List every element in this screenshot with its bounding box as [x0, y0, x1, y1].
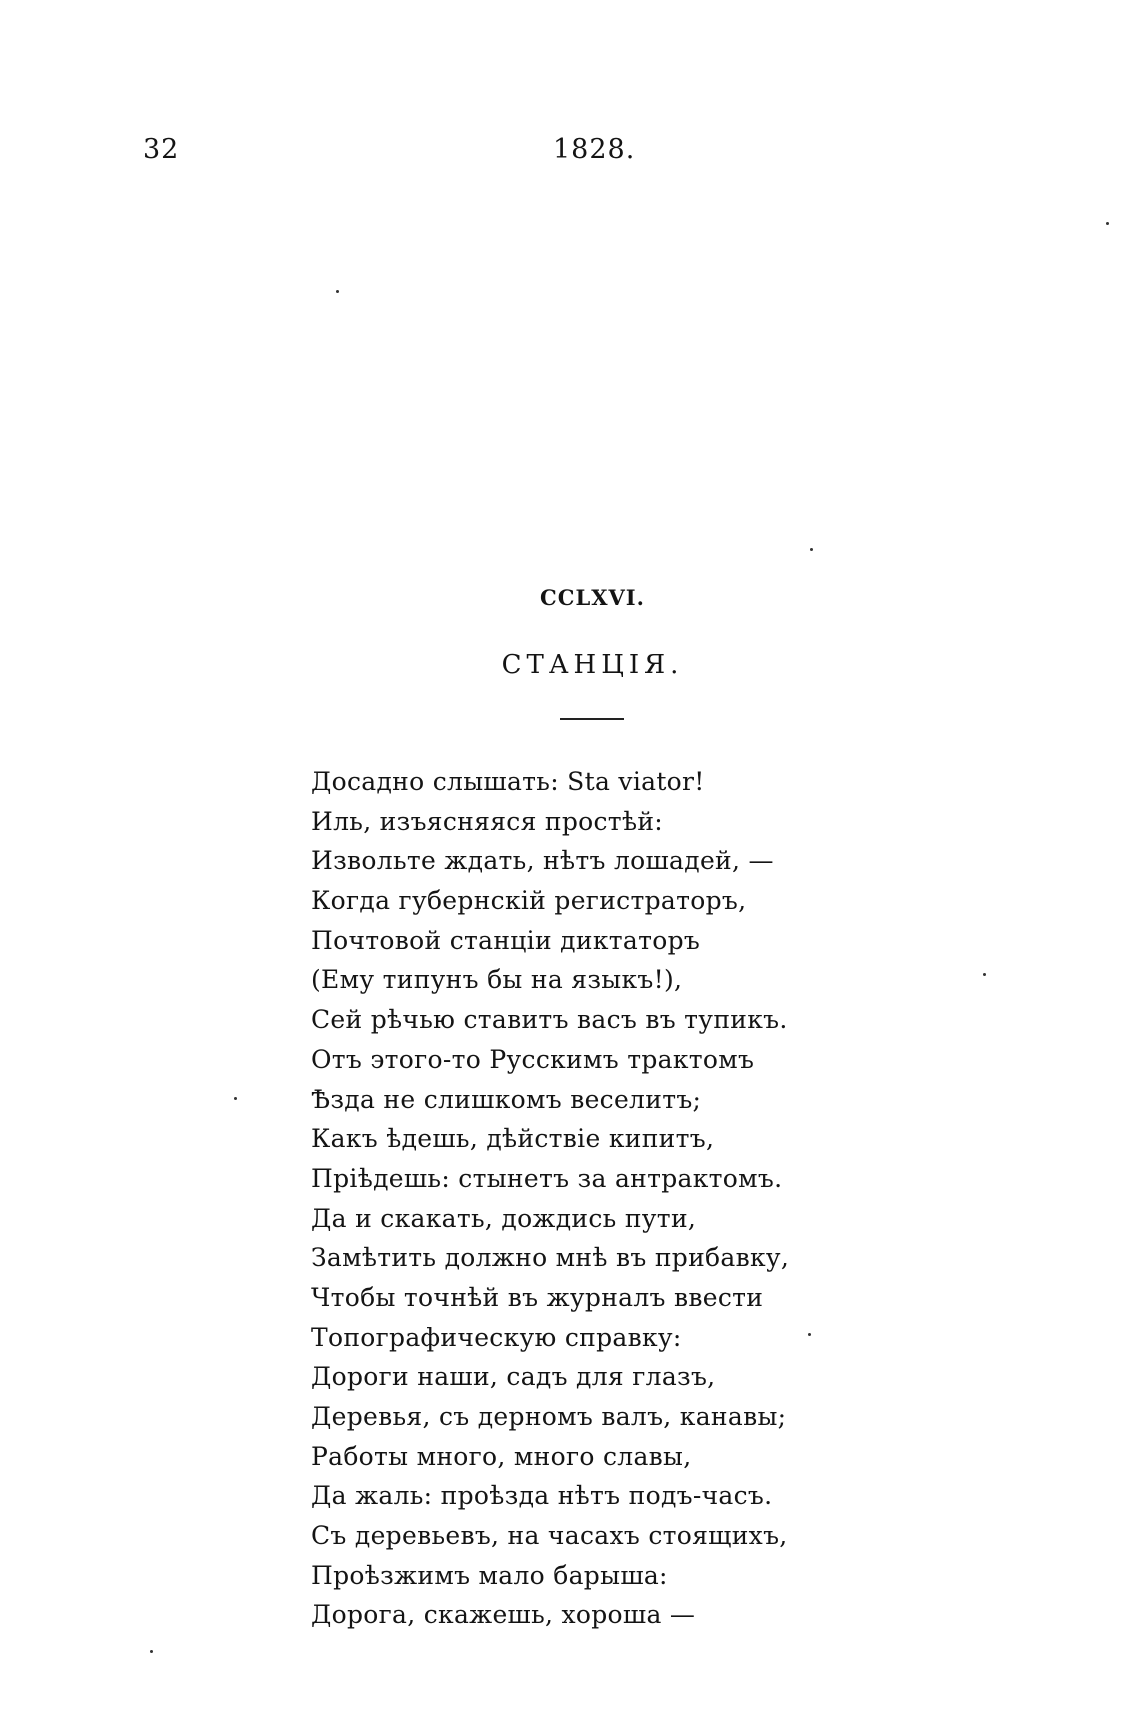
poem-line: Какъ ѣдешь, дѣйствіе кипитъ,	[311, 1124, 715, 1154]
page-number: 32	[143, 134, 180, 165]
poem-line: Дорога, скажешь, хороша —	[311, 1600, 696, 1630]
poem-line: Отъ этого-то Русскимъ трактомъ	[311, 1044, 755, 1074]
poem-line: Съ деревьевъ, на часахъ стоящихъ,	[311, 1521, 788, 1551]
poem-stanza	[311, 762, 871, 1635]
scan-speck	[336, 290, 339, 293]
running-head-year: 1828.	[553, 134, 636, 165]
poem-line: Сей рѣчью ставитъ васъ въ тупикъ.	[311, 1005, 788, 1035]
poem-line: Да и скакать, дождись пути,	[311, 1203, 697, 1233]
poem-title: СТАНЦIЯ.	[501, 650, 684, 680]
poem-line: Топографическую справку:	[311, 1322, 682, 1352]
title-divider	[560, 718, 624, 720]
poem-number: CCLXVI.	[540, 585, 645, 610]
scan-speck	[150, 1650, 153, 1653]
poem-line: Чтобы точнѣй въ журналъ ввести	[311, 1282, 764, 1312]
scan-speck	[234, 1097, 237, 1100]
poem-line: Проѣзжимъ мало барыша:	[311, 1560, 668, 1590]
poem-line: (Ему типунъ бы на языкъ!),	[311, 965, 683, 995]
poem-line: Деревья, съ дерномъ валъ, канавы;	[311, 1402, 787, 1431]
poem-line: Когда губернскій регистраторъ,	[311, 886, 747, 916]
poem-line: Извольте ждать, нѣтъ лошадей, —	[311, 846, 774, 876]
poem-line: Да жаль: проѣзда нѣтъ подъ-часъ.	[311, 1481, 773, 1511]
poem-line: Работы много, много славы,	[311, 1441, 692, 1471]
poem-line: Почтовой станціи диктаторъ	[311, 925, 701, 955]
scan-speck	[1106, 222, 1109, 225]
scan-speck	[808, 1333, 811, 1336]
poem-line: Ѣзда не слишкомъ веселитъ;	[311, 1084, 702, 1114]
poem-line: Иль, изъясняяся простѣй:	[311, 806, 663, 836]
poem-line: Досадно слышать: Sta viator!	[311, 767, 705, 796]
poem-line: Пріѣдешь: стынетъ за антрактомъ.	[311, 1163, 783, 1193]
scan-speck	[983, 973, 986, 976]
scan-speck	[810, 548, 813, 551]
poem-line: Замѣтить должно мнѣ въ прибавку,	[311, 1243, 790, 1273]
poem-line: Дороги наши, садъ для глазъ,	[311, 1362, 716, 1392]
